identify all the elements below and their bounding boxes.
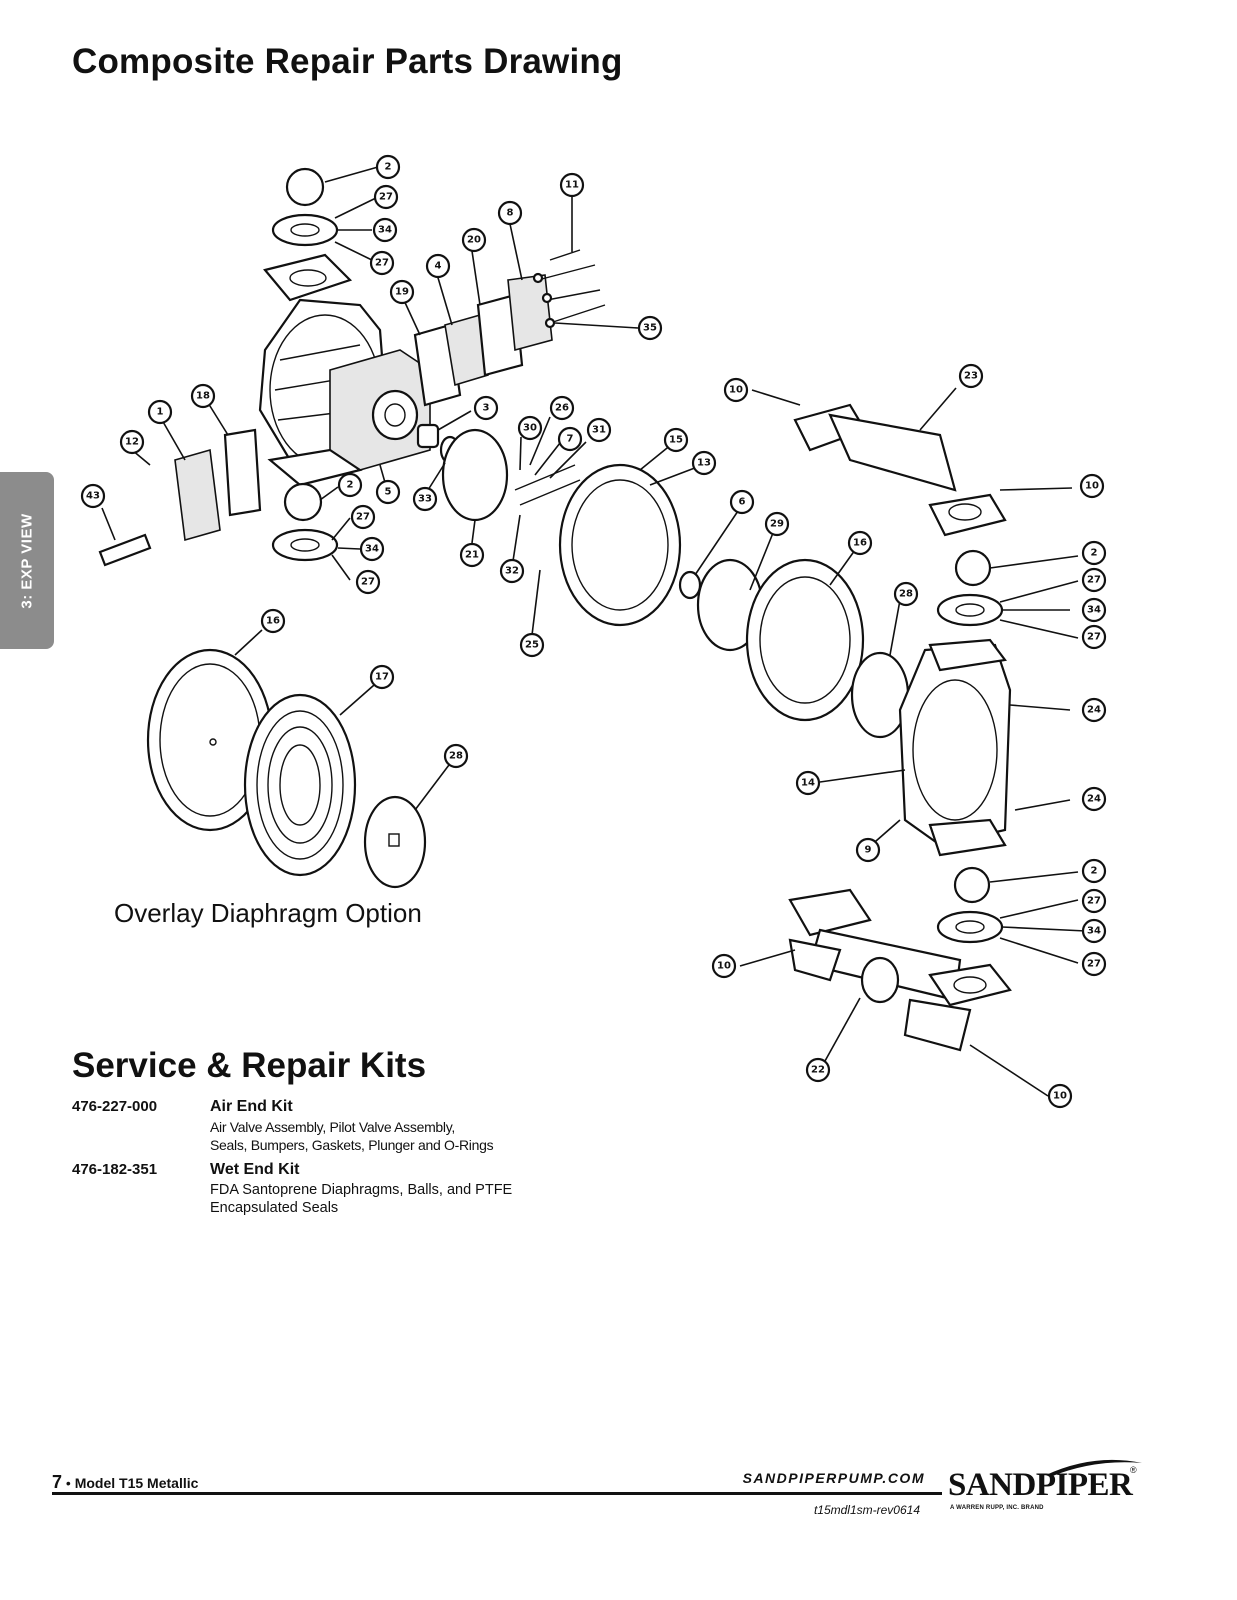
svg-text:29: 29 (770, 518, 784, 530)
svg-text:10: 10 (1085, 480, 1099, 492)
callout-bubble[interactable] (693, 452, 715, 474)
callout-bubble[interactable] (414, 488, 436, 510)
ball-part (287, 169, 323, 205)
svg-text:34: 34 (378, 224, 392, 236)
svg-text:16: 16 (266, 615, 280, 627)
svg-text:8: 8 (506, 207, 514, 219)
footer-divider (52, 1492, 942, 1495)
kit-part-number: 476-227-000 (72, 1098, 158, 1115)
callout-bubble[interactable] (857, 839, 879, 861)
svg-text:25: 25 (525, 639, 539, 651)
kit-part-number: 476-182-351 (72, 1161, 158, 1178)
callout-bubble[interactable] (192, 385, 214, 407)
svg-text:21: 21 (465, 549, 479, 561)
muffler-part (100, 535, 150, 565)
callout-bubble[interactable] (361, 538, 383, 560)
brand-logo (944, 1455, 1144, 1515)
svg-text:31: 31 (592, 424, 606, 436)
svg-text:18: 18 (196, 390, 210, 402)
svg-text:10: 10 (1053, 1090, 1067, 1102)
svg-text:20: 20 (467, 234, 481, 246)
callout-bubble[interactable] (849, 532, 871, 554)
callout-bubble[interactable] (797, 772, 819, 794)
svg-text:32: 32 (505, 565, 519, 577)
kit-description (210, 1181, 630, 1217)
svg-text:15: 15 (669, 434, 683, 446)
callout-bubble[interactable] (960, 365, 982, 387)
callout-bubble[interactable] (807, 1059, 829, 1081)
callout-bubble[interactable] (377, 481, 399, 503)
callout-bubble[interactable] (551, 397, 573, 419)
callout-bubble[interactable] (1083, 542, 1105, 564)
model-name: Model T15 Metallic (74, 1475, 199, 1491)
callout-bubble[interactable] (463, 229, 485, 251)
kit-description-line: Seals, Bumpers, Gaskets, Plunger and O-Rings (210, 1137, 494, 1153)
callout-bubble[interactable] (1083, 920, 1105, 942)
callout-bubble[interactable] (1083, 890, 1105, 912)
svg-text:27: 27 (1087, 631, 1101, 643)
svg-text:11: 11 (565, 179, 579, 191)
callout-bubble[interactable] (357, 571, 379, 593)
svg-text:26: 26 (555, 402, 569, 414)
callout-bubble[interactable] (82, 485, 104, 507)
callout-bubble[interactable] (521, 634, 543, 656)
svg-text:24: 24 (1087, 704, 1101, 716)
svg-text:1: 1 (156, 406, 164, 418)
svg-text:27: 27 (1087, 958, 1101, 970)
callout-bubble[interactable] (377, 156, 399, 178)
svg-text:10: 10 (717, 960, 731, 972)
svg-text:10: 10 (729, 384, 743, 396)
callout-bubble[interactable] (1049, 1085, 1071, 1107)
callout-bubble[interactable] (713, 955, 735, 977)
svg-text:30: 30 (523, 422, 537, 434)
svg-text:34: 34 (1087, 925, 1101, 937)
callout-bubble[interactable] (352, 506, 374, 528)
callout-bubble[interactable] (475, 397, 497, 419)
callout-bubble[interactable] (461, 544, 483, 566)
svg-text:27: 27 (1087, 574, 1101, 586)
brand-registered-mark: ® (1130, 1465, 1137, 1475)
kit-description-line: FDA Santoprene Diaphragms, Balls, and PTFE (210, 1182, 513, 1198)
right-chamber-part (900, 645, 1010, 845)
callout-bubble[interactable] (427, 255, 449, 277)
svg-text:35: 35 (643, 322, 657, 334)
svg-text:16: 16 (853, 537, 867, 549)
svg-text:27: 27 (375, 257, 389, 269)
inlet-manifold-part (790, 890, 870, 935)
callout-bubble[interactable] (725, 379, 747, 401)
callout-bubble[interactable] (1083, 860, 1105, 882)
overlay-backup-part (245, 695, 355, 875)
kit-description-line: Encapsulated Seals (210, 1200, 339, 1216)
callout-bubble[interactable] (561, 174, 583, 196)
kit-name: Wet End Kit (210, 1161, 300, 1178)
callout-bubble[interactable] (371, 252, 393, 274)
svg-text:27: 27 (361, 576, 375, 588)
svg-text:12: 12 (125, 436, 139, 448)
svg-text:3: 3 (482, 402, 490, 414)
diaphragm-plate-part (443, 430, 507, 520)
callout-bubble[interactable] (499, 202, 521, 224)
side-tab-label: 3: EXP VIEW (18, 512, 36, 609)
svg-text:14: 14 (801, 777, 815, 789)
svg-text:17: 17 (375, 671, 389, 683)
callout-bubble[interactable] (766, 513, 788, 535)
page-title: Composite Repair Parts Drawing (72, 42, 623, 81)
callout-bubble[interactable] (731, 491, 753, 513)
svg-text:22: 22 (811, 1064, 825, 1076)
seat-part (273, 215, 337, 245)
svg-text:28: 28 (899, 588, 913, 600)
callout-bubble[interactable] (391, 281, 413, 303)
brand-tagline: A WARREN RUPP, INC. BRAND (950, 1505, 1044, 1511)
svg-text:34: 34 (365, 543, 379, 555)
svg-text:2: 2 (1090, 547, 1098, 559)
svg-text:34: 34 (1087, 604, 1101, 616)
callout-bubble[interactable] (1083, 626, 1105, 648)
page-number: 7 (52, 1472, 63, 1492)
callout-bubble[interactable] (121, 431, 143, 453)
callout-bubble[interactable] (1081, 475, 1103, 497)
svg-text:19: 19 (395, 286, 409, 298)
svg-text:4: 4 (434, 260, 442, 272)
callout-bubble[interactable] (895, 583, 917, 605)
svg-text:27: 27 (356, 511, 370, 523)
brand-name: SANDPIPER (948, 1467, 1133, 1503)
side-section-tab[interactable] (0, 472, 54, 649)
kit-description-line: Air Valve Assembly, Pilot Valve Assembly, (210, 1119, 455, 1135)
valve-cap-part (508, 275, 552, 350)
svg-text:43: 43 (86, 490, 100, 502)
kit-description (210, 1118, 630, 1154)
svg-text:2: 2 (1090, 865, 1098, 877)
svg-text:24: 24 (1087, 793, 1101, 805)
callout-bubble[interactable] (519, 417, 541, 439)
footer-separator: • (62, 1475, 75, 1491)
diaphragm-part (560, 465, 680, 625)
exploded-parts-diagram (60, 130, 1190, 1120)
svg-text:23: 23 (964, 370, 978, 382)
callout-bubble[interactable] (262, 610, 284, 632)
svg-text:2: 2 (384, 161, 392, 173)
callout-bubble[interactable] (149, 401, 171, 423)
svg-text:9: 9 (864, 844, 872, 856)
website-link[interactable]: SANDPIPERPUMP.COM (742, 1470, 925, 1486)
callout-bubble[interactable] (1083, 699, 1105, 721)
svg-text:13: 13 (697, 457, 711, 469)
document-code: t15mdl1sm-rev0614 (813, 1503, 920, 1517)
svg-text:27: 27 (379, 191, 393, 203)
callout-bubble[interactable] (1083, 953, 1105, 975)
kits-section-title: Service & Repair Kits (72, 1046, 427, 1085)
svg-text:5: 5 (384, 486, 392, 498)
kit-name: Air End Kit (210, 1098, 293, 1115)
callout-bubble[interactable] (371, 666, 393, 688)
callout-bubble[interactable] (339, 474, 361, 496)
callout-bubble[interactable] (588, 419, 610, 441)
callout-bubble[interactable] (375, 186, 397, 208)
svg-text:27: 27 (1087, 895, 1101, 907)
callout-bubble[interactable] (639, 317, 661, 339)
callout-bubble[interactable] (1083, 599, 1105, 621)
manifold-flange-part (265, 255, 350, 300)
air-valve-part (175, 450, 220, 540)
svg-text:2: 2 (346, 479, 354, 491)
callout-bubble[interactable] (665, 429, 687, 451)
callout-bubble[interactable] (445, 745, 467, 767)
callout-bubble[interactable] (1083, 788, 1105, 810)
svg-text:28: 28 (449, 750, 463, 762)
footer-page-info (52, 1472, 198, 1493)
svg-text:33: 33 (418, 493, 432, 505)
callout-bubble[interactable] (374, 219, 396, 241)
callout-bubble[interactable] (559, 428, 581, 450)
callout-bubble[interactable] (1083, 569, 1105, 591)
callout-bubble[interactable] (501, 560, 523, 582)
svg-text:7: 7 (566, 433, 574, 445)
svg-text:6: 6 (738, 496, 746, 508)
overlay-diaphragm-label: Overlay Diaphragm Option (114, 898, 422, 928)
